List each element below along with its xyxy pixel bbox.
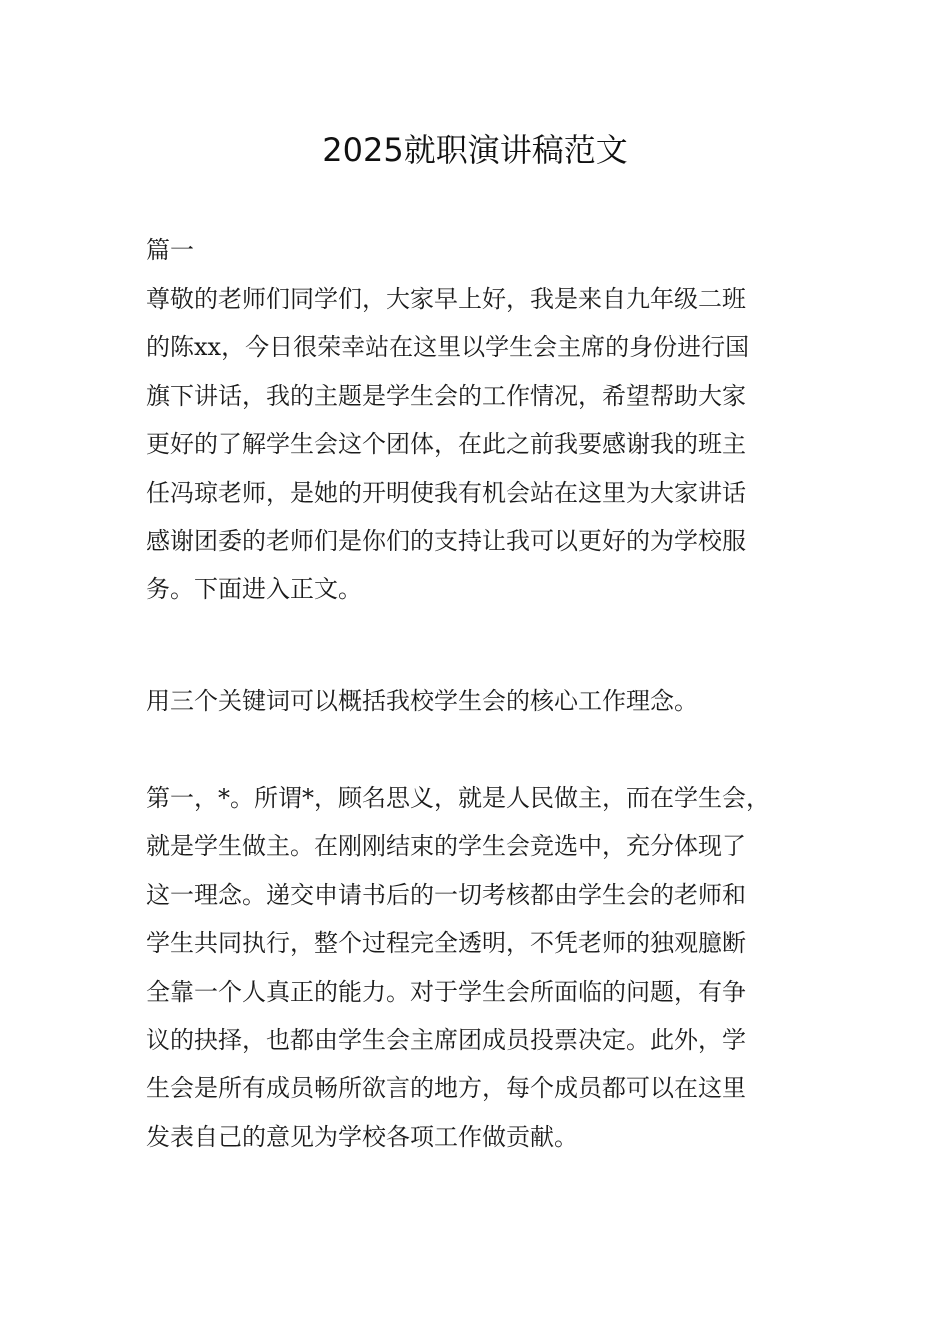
document-title: 2025就职演讲稿范文 bbox=[322, 131, 628, 169]
paragraph-line: 任冯琼老师，是她的开明使我有机会站在这里为大家讲话 bbox=[146, 478, 746, 507]
paragraph-line: 学生共同执行，整个过程完全透明，不凭老师的独观臆断 bbox=[146, 929, 746, 958]
paragraph-line: 议的抉择，也都由学生会主席团成员投票决定。此外，学 bbox=[146, 1025, 746, 1054]
paragraph-line: 尊敬的老师们同学们，大家早上好，我是来自九年级二班 bbox=[146, 285, 746, 313]
paragraph-line: 旗下讲话，我的主题是学生会的工作情况，希望帮助大家 bbox=[146, 381, 746, 410]
paragraph-first-point bbox=[146, 774, 826, 1161]
paragraph-line: 更好的了解学生会这个团体，在此之前我要感谢我的班主 bbox=[146, 430, 746, 459]
paragraph-line: 第一，*。所谓*，顾名思义，就是人民做主，而在学生会， bbox=[146, 784, 770, 812]
paragraph-opening bbox=[146, 275, 826, 614]
paragraph-line: 就是学生做主。在刚刚结束的学生会竞选中，充分体现了 bbox=[146, 832, 746, 861]
paragraph-keywords-intro bbox=[146, 677, 826, 725]
section-label-text: 篇一 bbox=[146, 236, 194, 264]
paragraph-line: 全靠一个人真正的能力。对于学生会所面临的问题，有争 bbox=[146, 977, 746, 1006]
paragraph-line: 生会是所有成员畅所欲言的地方，每个成员都可以在这里 bbox=[146, 1074, 746, 1103]
paragraph-line: 感谢团委的老师们是你们的支持让我可以更好的为学校服 bbox=[146, 526, 746, 555]
paragraph-line: 务。下面进入正文。 bbox=[146, 575, 362, 604]
paragraph-line: 这一理念。递交申请书后的一切考核都由学生会的老师和 bbox=[146, 880, 746, 909]
paragraph-line: 发表自己的意见为学校各项工作做贡献。 bbox=[146, 1122, 578, 1151]
section-label bbox=[146, 226, 826, 274]
paragraph-line: 用三个关键词可以概括我校学生会的核心工作理念。 bbox=[146, 687, 698, 715]
paragraph-line: 的陈xx，今日很荣幸站在这里以学生会主席的身份进行国 bbox=[146, 333, 750, 362]
